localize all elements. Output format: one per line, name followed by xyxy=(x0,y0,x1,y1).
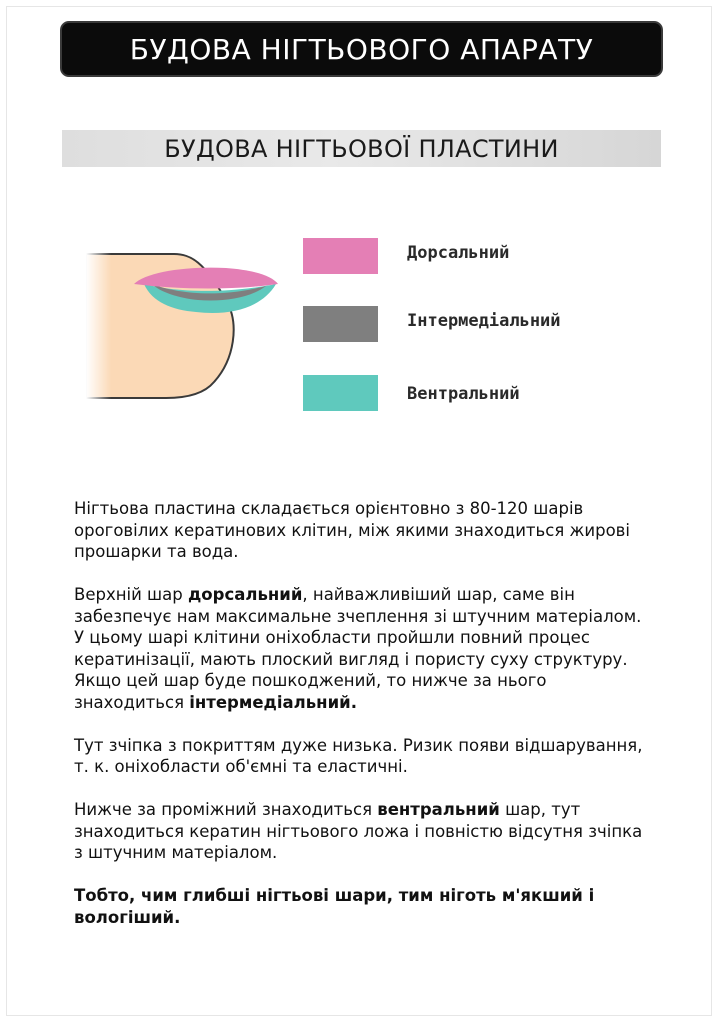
legend-label-dorsal: Дорсальний xyxy=(407,243,510,263)
paragraph-3 xyxy=(74,735,654,778)
legend-label-intermediate: Інтермедіальний xyxy=(407,311,561,331)
paragraph-5 xyxy=(74,885,654,928)
paragraph-2 xyxy=(74,584,654,713)
paragraph-4-text-c: шар, тут знаходиться кератин нігтьового ложа і повністю відсутня зчіпка з штучним матеріалом. xyxy=(74,800,643,862)
paragraph-4-text-a: Нижче за проміжний знаходиться xyxy=(74,800,378,819)
paragraph-2-text-c: , найважливіший шар, саме він забезпечує нам максимальне зчеплення зі штучним матеріалом. У цьому шарі клітини оніхобласти пройшли повний процес кератинізації, мають плоский вигляд і пористу суху структуру. Якщо цей шар буде пошкоджений, то нижче за нього знаходиться xyxy=(74,585,642,712)
legend-swatch-intermediate xyxy=(303,306,378,342)
term-dorsal: дорсальний xyxy=(187,585,303,604)
legend-swatch-dorsal xyxy=(303,238,378,274)
legend-label-ventral: Вентральний xyxy=(407,384,520,404)
paragraph-2-period: . xyxy=(350,692,357,712)
paragraph-3-text: Тут зчіпка з покриттям дуже низька. Ризик появи відшарування, т. к. оніхобласти об'ємні та еластичні. xyxy=(74,735,643,776)
nail-cross-section-diagram xyxy=(86,232,296,402)
paragraph-4 xyxy=(74,799,654,864)
paragraph-1-text: Нігтьова пластина складається орієнтовно з 80-120 шарів ороговілих кератинових клітин, між якими знаходиться жирові прошарки та вода. xyxy=(74,499,630,561)
term-intermediate: інтермедіальний xyxy=(189,692,351,712)
page-title: БУДОВА НІГТЬОВОГО АПАРАТУ xyxy=(129,32,594,66)
paragraph-1 xyxy=(74,498,654,563)
section-title: БУДОВА НІГТЬОВОЇ ПЛАСТИНИ xyxy=(164,134,559,163)
body-text xyxy=(74,498,654,950)
conclusion-text: Тобто, чим глибші нігтьові шари, тим ніготь м'якший і вологіший. xyxy=(74,886,595,927)
term-ventral: вентральний xyxy=(377,800,500,819)
section-title-bar xyxy=(62,130,661,167)
paragraph-2-text-a: Верхній шар xyxy=(74,585,188,604)
legend-swatch-ventral xyxy=(303,375,378,411)
page-title-bar xyxy=(60,21,663,77)
